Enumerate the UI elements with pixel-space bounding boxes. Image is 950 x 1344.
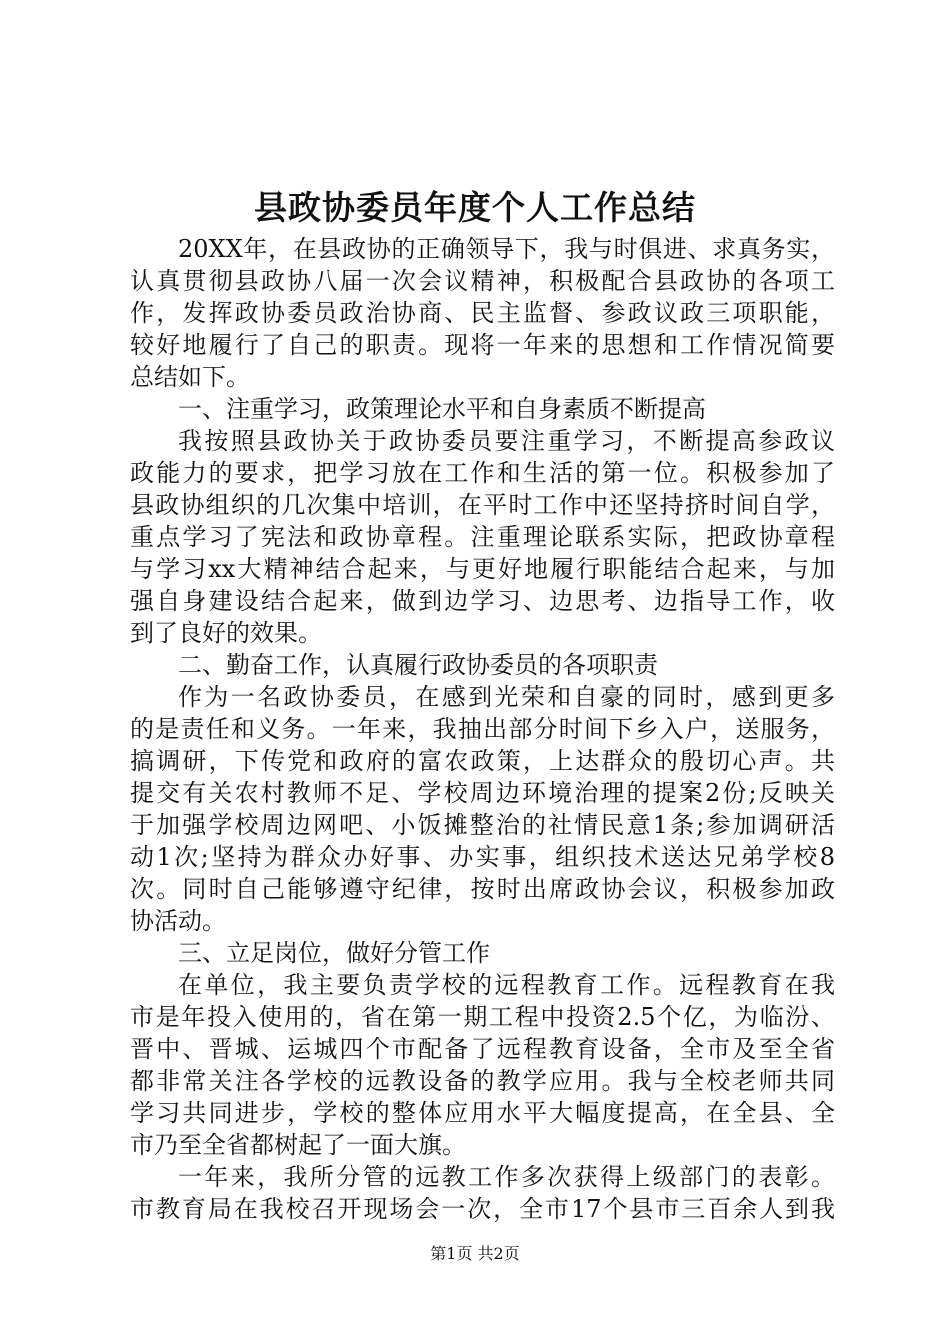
text-line: 次。同时自己能够遵守纪律，按时出席政协会议，积极参加政	[130, 875, 835, 903]
text-line: 一年来，我所分管的远教工作多次获得上级部门的表彰。	[178, 1163, 835, 1191]
text-line: 重点学习了宪法和政协章程。注重理论联系实际，把政协章程	[130, 523, 835, 551]
text-line: 市是年投入使用的，省在第一期工程中投资2.5个亿，为临汾、	[130, 1003, 835, 1031]
document-body	[130, 233, 835, 1225]
text-line: 县政协组织的几次集中培训，在平时工作中还坚持挤时间自学，	[130, 491, 835, 519]
text-line: 认真贯彻县政协八届一次会议精神，积极配合县政协的各项工	[130, 267, 835, 295]
text-line: 二、勤奋工作，认真履行政协委员的各项职责	[178, 651, 658, 679]
text-line: 动1次;坚持为群众办好事、办实事，组织技术送达兄弟学校8	[130, 843, 835, 871]
text-line: 晋中、晋城、运城四个市配备了远程教育设备，全市及至全省	[130, 1035, 835, 1063]
text-line: 政能力的要求，把学习放在工作和生活的第一位。积极参加了	[130, 459, 835, 487]
text-line: 总结如下。	[130, 363, 250, 391]
text-line: 作，发挥政协委员政治协商、民主监督、参政议政三项职能，	[130, 299, 835, 327]
text-line: 与学习xx大精神结合起来，与更好地履行职能结合起来，与加	[130, 555, 835, 583]
document-title: 县政协委员年度个人工作总结	[254, 188, 696, 227]
text-line: 市教育局在我校召开现场会一次，全市17个县市三百余人到我	[130, 1195, 835, 1223]
text-line: 搞调研，下传党和政府的富农政策，上达群众的殷切心声。共	[130, 747, 835, 775]
text-line: 提交有关农村教师不足、学校周边环境治理的提案2份;反映关	[130, 779, 835, 807]
text-line: 都非常关注各学校的远教设备的教学应用。我与全校老师共同	[130, 1067, 835, 1095]
text-line: 较好地履行了自己的职责。现将一年来的思想和工作情况简要	[130, 331, 835, 359]
text-line: 协活动。	[130, 907, 226, 935]
text-line: 在单位，我主要负责学校的远程教育工作。远程教育在我	[178, 971, 835, 999]
text-line: 学习共同进步，学校的整体应用水平大幅度提高，在全县、全	[130, 1099, 835, 1127]
text-line: 一、注重学习，政策理论水平和自身素质不断提高	[178, 395, 706, 423]
text-line: 到了良好的效果。	[130, 619, 322, 647]
text-line: 三、立足岗位，做好分管工作	[178, 939, 490, 967]
text-line: 市乃至全省都树起了一面大旗。	[130, 1131, 466, 1159]
text-line: 的是责任和义务。一年来，我抽出部分时间下乡入户，送服务，	[130, 715, 835, 743]
text-line: 于加强学校周边网吧、小饭摊整治的社情民意1条;参加调研活	[130, 811, 835, 839]
text-line: 20XX年，在县政协的正确领导下，我与时俱进、求真务实，	[178, 235, 835, 263]
text-line: 强自身建设结合起来，做到边学习、边思考、边指导工作，收	[130, 587, 835, 615]
text-line: 作为一名政协委员，在感到光荣和自豪的同时，感到更多	[178, 683, 835, 711]
page-footer: 第1页 共2页	[430, 1244, 520, 1263]
text-line: 我按照县政协关于政协委员要注重学习，不断提高参政议	[178, 427, 835, 455]
